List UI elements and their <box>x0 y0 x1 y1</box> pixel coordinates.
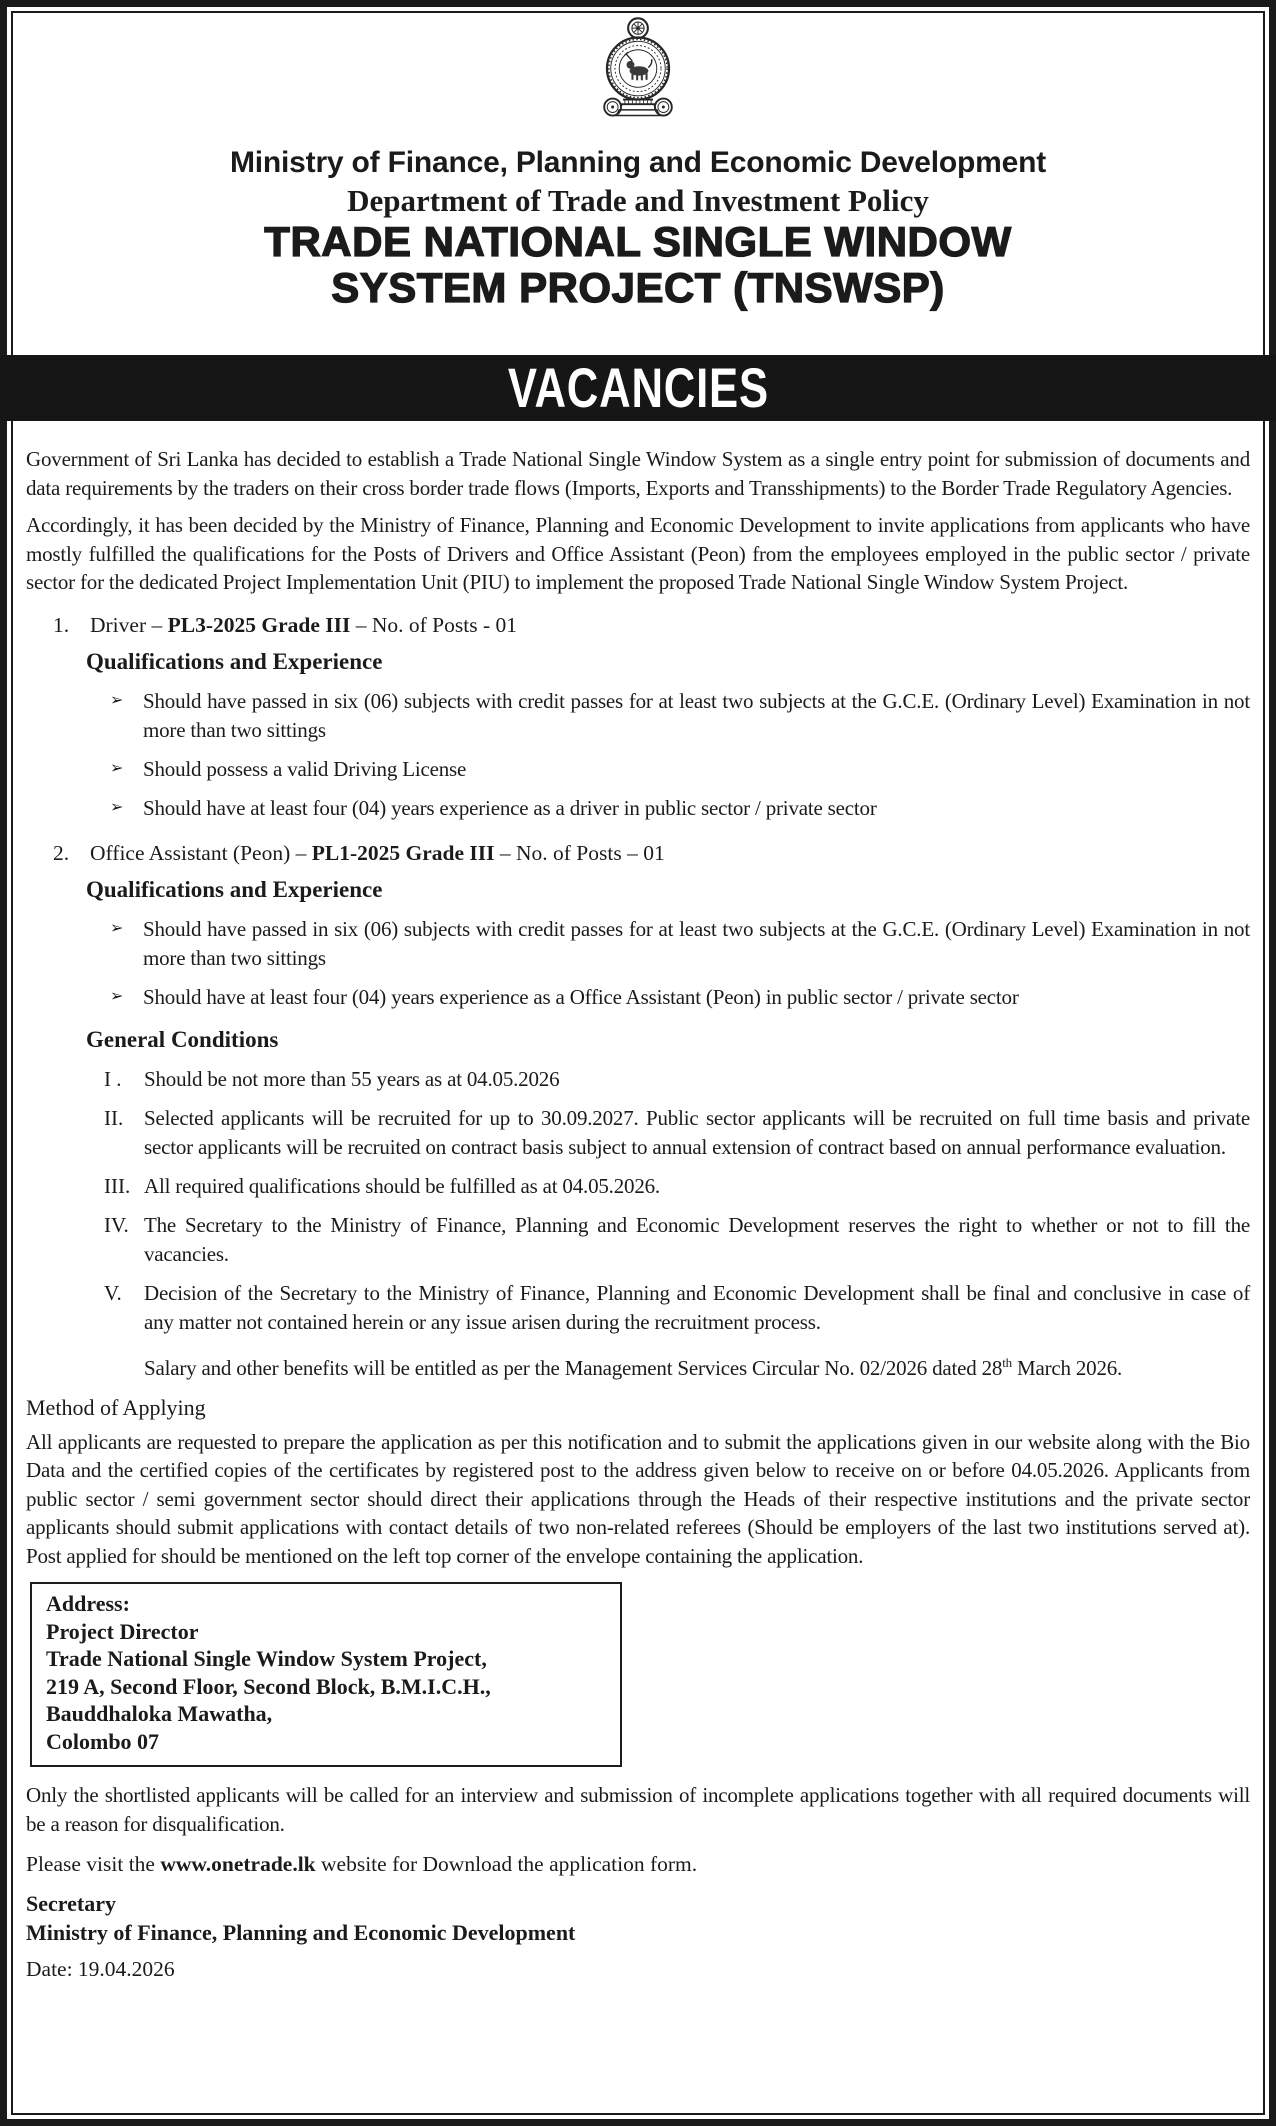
address-box <box>30 1582 622 1767</box>
website-url: www.onetrade.lk <box>160 1852 316 1876</box>
ministry-title: Ministry of Finance, Planning and Economic Development <box>230 146 1046 179</box>
salary-note <box>144 1348 1250 1383</box>
signatory-organization: Ministry of Finance, Planning and Economic Development <box>26 1920 576 1945</box>
website-note-pre: Please visit the <box>26 1852 161 1876</box>
post-1-title <box>53 610 1250 640</box>
signatory-title: Secretary <box>26 1891 116 1916</box>
general-condition-3-numeral: III. <box>104 1173 131 1198</box>
post-2-grade: PL1-2025 Grade III <box>311 840 495 865</box>
general-condition-4-text: The Secretary to the Ministry of Finance, Planning and Economic Development reserves the right to whether or not to fill the vacancies. <box>144 1212 1250 1266</box>
post-2-qualifications-heading: Qualifications and Experience <box>86 876 383 902</box>
address-city: Colombo 07 <box>46 1728 160 1754</box>
intro-paragraph-2: Accordingly, it has been decided by the Ministry of Finance, Planning and Economic Development to invite applications from applicants who have mostly fulfilled the qualifications for the Posts of Drivers and Office Assistant (Peon) from the employees employed in the public sector / private sector for the dedicated Project Implementation Unit (PIU) to implement the proposed Trade National Single Window System Project. <box>26 513 1250 594</box>
notice-content <box>13 13 1263 1984</box>
post-1-bullet-1 <box>110 687 1250 745</box>
post-1-grade: PL3-2025 Grade III <box>167 612 351 637</box>
arrow-bullet-icon: ➢ <box>110 917 124 937</box>
post-1-title-text <box>90 610 517 640</box>
post-1-bullet-2 <box>110 755 1250 784</box>
date-line: Date: 19.04.2026 <box>26 1957 175 1981</box>
salary-note-post: March 2026. <box>1011 1355 1123 1380</box>
shortlist-note: Only the shortlisted applicants will be called for an interview and submission of incomplete applications together with all required documents will be a reason for disqualification. <box>26 1783 1250 1836</box>
post-2-title-post: – No. of Posts – 01 <box>494 840 665 865</box>
general-condition-2-text: Selected applicants will be recruited for up to 30.09.2027. Public sector applicants will be recruited on full time basis and private sector applicants will be recruited on contract basis subject to annual extension of contract based on annual performance evaluation. <box>144 1105 1250 1159</box>
arrow-bullet-icon: ➢ <box>110 689 124 709</box>
post-2-bullet-2-text: Should have at least four (04) years experience as a Office Assistant (Peon) in public sector / private sector <box>143 984 1019 1009</box>
arrow-bullet-icon: ➢ <box>110 757 124 777</box>
address-recipient: Project Director <box>46 1618 199 1644</box>
post-1-bullet-2-text: Should possess a valid Driving License <box>143 756 467 781</box>
general-condition-2-numeral: II. <box>104 1105 124 1130</box>
salary-note-pre: Salary and other benefits will be entitled as per the Management Services Circular No. 02/2026 dated 28 <box>144 1355 1003 1380</box>
sri-lanka-national-emblem-icon <box>26 15 1250 139</box>
general-condition-4-numeral: IV. <box>104 1212 129 1237</box>
vacancies-banner <box>0 355 1276 421</box>
post-1-qualifications-heading: Qualifications and Experience <box>86 648 383 674</box>
method-of-applying-heading: Method of Applying <box>26 1394 206 1420</box>
general-condition-3-text: All required qualifications should be fulfilled as at 04.05.2026. <box>144 1173 660 1198</box>
general-condition-5-numeral: V. <box>104 1280 122 1305</box>
post-2-title-pre: Office Assistant (Peon) – <box>90 840 312 865</box>
project-title-line1: TRADE NATIONAL SINGLE WINDOW <box>264 218 1012 265</box>
address-street: 219 A, Second Floor, Second Block, B.M.I.C.H., <box>46 1673 491 1699</box>
address-label: Address: <box>46 1591 130 1616</box>
post-1-bullet-3 <box>110 794 1250 823</box>
general-condition-5 <box>104 1279 1250 1337</box>
post-2-title-text <box>90 838 665 868</box>
post-2-bullet-1 <box>110 915 1250 973</box>
post-2-title <box>53 838 1250 868</box>
post-1-bullet-3-text: Should have at least four (04) years experience as a driver in public sector / private sector <box>143 795 877 820</box>
post-2-bullet-1-text: Should have passed in six (06) subjects with credit passes for at least two subjects at the G.C.E. (Ordinary Level) Examination in not more than two sittings <box>143 916 1250 970</box>
general-condition-4 <box>104 1211 1250 1269</box>
post-1-number: 1. <box>53 612 70 637</box>
general-condition-2 <box>104 1104 1250 1162</box>
project-title-line2: SYSTEM PROJECT (TNSWSP) <box>331 264 945 311</box>
vacancies-banner-text: VACANCIES <box>507 356 769 419</box>
general-condition-1-text: Should be not more than 55 years as at 04.05.2026 <box>144 1066 560 1091</box>
method-of-applying-paragraph: All applicants are requested to prepare the application as per this notification and to submit the applications given in our website along with the Bio Data and the certified copies of the certificates by registered post to the address given below to receive on or before 04.05.2026. Applicants from public sector / semi government sector should direct their applications through the Heads of their respective institutions and the private sector applicants should submit applications with contact details of two non-related referees (Should be employers of the last two institutions served at). Post applied for should be mentioned on the left top corner of the envelope containing the application. <box>26 1429 1250 1568</box>
website-note <box>26 1850 1250 1879</box>
salary-note-ordinal: th <box>1002 1354 1012 1370</box>
website-note-post: website for Download the application form. <box>315 1852 698 1876</box>
address-organization: Trade National Single Window System Project, <box>46 1646 487 1671</box>
post-1-bullet-1-text: Should have passed in six (06) subjects with credit passes for at least two subjects at the G.C.E. (Ordinary Level) Examination in not more than two sittings <box>143 688 1250 742</box>
general-condition-1-numeral: I . <box>104 1066 122 1091</box>
intro-paragraph-1: Government of Sri Lanka has decided to establish a Trade National Single Window System as a single entry point for submission of documents and data requirements by the traders on their cross border trade flows (Imports, Exports and Transshipments) to the Border Trade Regulatory Agencies. <box>26 447 1250 500</box>
general-condition-1 <box>104 1065 1250 1094</box>
post-2-bullet-2 <box>110 983 1250 1012</box>
general-conditions-heading: General Conditions <box>86 1026 279 1052</box>
general-condition-3 <box>104 1172 1250 1201</box>
post-1-title-post: – No. of Posts - 01 <box>350 612 518 637</box>
general-condition-5-text: Decision of the Secretary to the Ministry of Finance, Planning and Economic Development shall be final and conclusive in case of any matter not contained herein or any issue arisen during the recruitment process. <box>144 1280 1250 1334</box>
post-1-title-pre: Driver – <box>90 612 168 637</box>
arrow-bullet-icon: ➢ <box>110 985 124 1005</box>
post-2-number: 2. <box>53 840 70 865</box>
address-road: Bauddhaloka Mawatha, <box>46 1701 273 1726</box>
department-title: Department of Trade and Investment Policy <box>347 183 929 218</box>
arrow-bullet-icon: ➢ <box>110 796 124 816</box>
